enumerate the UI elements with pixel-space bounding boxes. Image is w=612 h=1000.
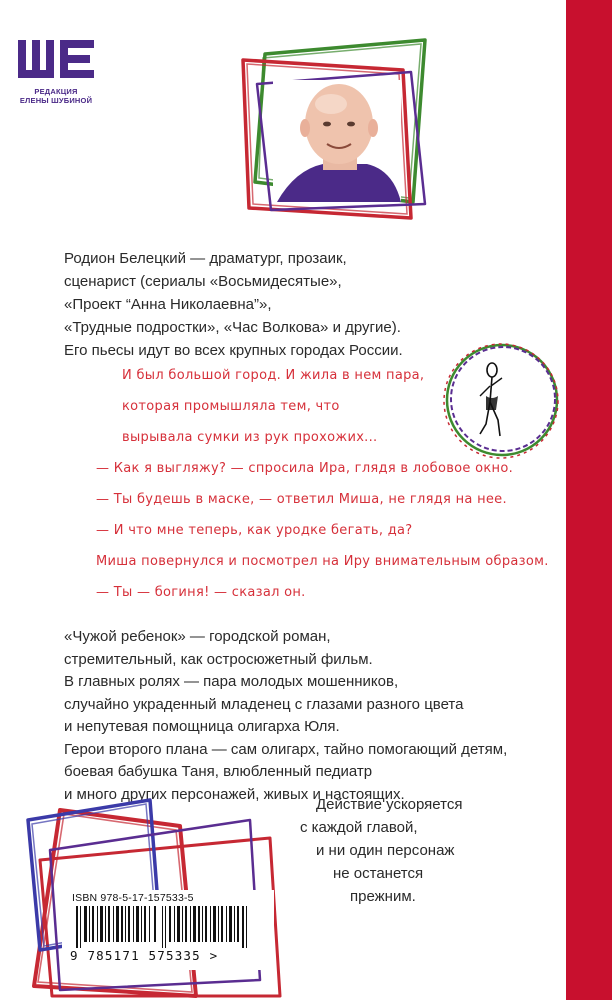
logo-caption-line2: ЕЛЕНЫ ШУБИНОЙ: [19, 96, 93, 105]
author-bio: [64, 247, 504, 362]
description-line: боевая бабушка Таня, влюбленный педиатр: [64, 763, 373, 780]
description-line: «Чужой ребенок» — городской роман,: [64, 628, 331, 645]
bio-line: «Трудные подростки», «Час Волкова» и другие).: [64, 319, 401, 336]
bio-line: Его пьесы идут во всех крупных городах России.: [64, 342, 403, 359]
bio-line: «Проект “Анна Николаевна”»,: [64, 296, 272, 313]
excerpt-line: вырывала сумки из рук прохожих...: [122, 430, 378, 445]
bio-line: сценарист (сериалы «Восьмидесятые»,: [64, 273, 342, 290]
description-line: и много других персонажей, живых и настоящих.: [64, 785, 405, 803]
closing-text: [300, 793, 530, 908]
closing-line: не останется: [333, 865, 424, 882]
description-line: В главных ролях — пара молодых мошенников,: [64, 673, 399, 690]
excerpt-line: Миша повернулся и посмотрел на Иру внимательным образом.: [96, 554, 549, 569]
closing-line: прежним.: [350, 888, 416, 905]
description-line: Герои второго плана — сам олигарх, тайно помогающий детям,: [64, 740, 508, 758]
excerpt-line: И был большой город. И жила в нем пара,: [122, 368, 425, 383]
red-spine-stripe: [566, 0, 612, 1000]
description-line: стремительный, как остросюжетный фильм.: [64, 650, 373, 668]
excerpt-line: которая промышляла тем, что: [122, 399, 340, 414]
closing-line: и ни один персонаж: [316, 842, 455, 859]
excerpt-line: — И что мне теперь, как уродке бегать, да?: [96, 523, 413, 538]
barcode-digits: 9 785171 575335 >: [70, 948, 219, 963]
publisher-logo-mark: [14, 36, 98, 84]
closing-line: с каждой главой,: [300, 819, 418, 836]
author-portrait: [235, 32, 435, 222]
publisher-logo: [14, 36, 114, 105]
excerpt-line: — Как я выгляжу? — спросила Ира, глядя в лобовое окно.: [96, 461, 514, 476]
barcode-bars: [70, 906, 266, 948]
book-description: [64, 626, 534, 806]
excerpt-line: — Ты — богиня! — сказал он.: [96, 585, 306, 600]
bio-line: Родион Белецкий — драматург, прозаик,: [64, 250, 347, 267]
isbn-label: ISBN 978-5-17-157533-5: [72, 892, 194, 904]
excerpt-quote: [96, 360, 549, 608]
closing-line: Действие ускоряется: [316, 796, 463, 813]
description-line: и непутевая помощница олигарха Юля.: [64, 718, 340, 735]
excerpt-line: — Ты будешь в маске, — ответил Миша, не глядя на нее.: [96, 492, 507, 507]
description-line: случайно украденный младенец с глазами разного цвета: [64, 695, 464, 713]
isbn-barcode: [62, 890, 274, 970]
logo-caption-line1: РЕДАКЦИЯ: [34, 87, 78, 96]
